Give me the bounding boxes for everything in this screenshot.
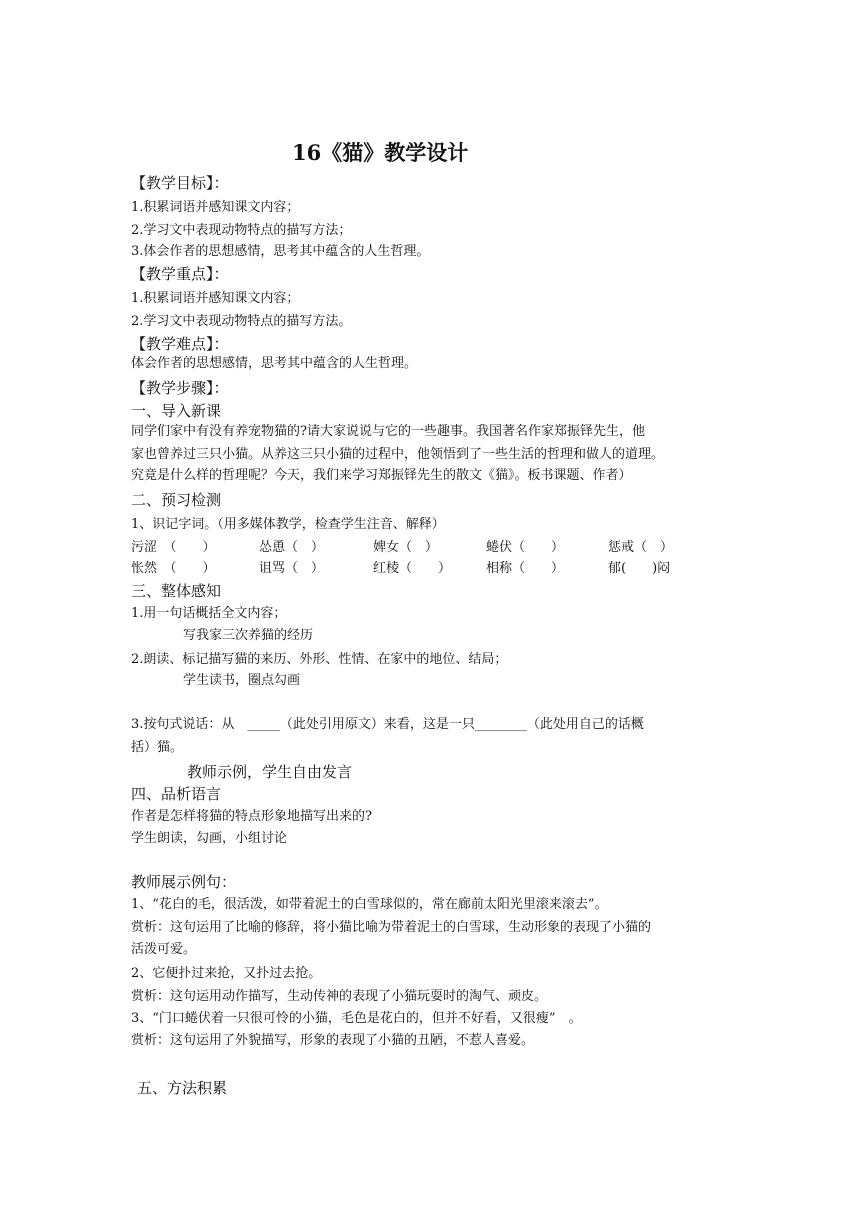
vocab-cell: 怂恿（ ） — [259, 540, 325, 555]
body-line: 1.用一句话概括全文内容； — [131, 606, 287, 621]
document-title: 16《猫》教学设计 — [292, 140, 469, 165]
body-line: 【教学难点】： — [131, 335, 229, 353]
body-line: 【教学目标】： — [131, 174, 229, 192]
body-line: 教师示例，学生自由发言 — [187, 763, 353, 781]
vocab-cell: 相称（ ） — [486, 561, 565, 576]
body-line: 活泼可爱。 — [131, 942, 197, 957]
vocab-cell: 怅然 （ ） — [131, 561, 216, 576]
body-line: 究竟是什么样的哲理呢？今天，我们来学习郑振铎先生的散文《猫》。板书课题、作者） — [131, 468, 632, 483]
body-line: 2.朗读、标记描写猫的来历、外形、性情、在家中的地位、结局； — [131, 652, 508, 667]
body-line: 学生读书，圈点勾画 — [183, 673, 301, 688]
body-line: 同学们家中有没有养宠物猫的?请大家说说与它的一些趣事。我国著名作家郑振铎先生，他 — [131, 424, 645, 439]
body-line: 2.学习文中表现动物特点的描写方法。 — [131, 314, 352, 329]
body-line: 赏析：这句运用动作描写，生动传神的表现了小猫玩耍时的淘气、顽皮。 — [131, 989, 548, 1004]
body-line: 二、预习检测 — [131, 491, 222, 509]
body-line: 2、它便扑过来抢，又扑过去抢。 — [131, 966, 322, 981]
vocab-cell: 诅骂（ ） — [259, 561, 325, 576]
body-line: 五、方法积累 — [137, 1079, 228, 1097]
vocab-cell: 红棱（ ） — [373, 561, 452, 576]
body-line: 3.按句式说话：从 _____（此处引用原文）来看，这是一只________（此处用自己的话概 — [131, 717, 644, 732]
vocab-cell: 婢女（ ） — [373, 540, 439, 555]
body-line: 赏析：这句运用了比喻的修辞，将小猫比喻为带着泥土的白雪球，生动形象的表现了小猫的 — [131, 920, 652, 935]
body-line: 【教学重点】： — [131, 265, 229, 283]
body-line: 1、识记字词。（用多媒体教学，检查学生注音、解释） — [131, 517, 445, 532]
vocab-cell: 污涩 （ ） — [131, 540, 216, 555]
vocab-cell: 郁( )闷 — [608, 561, 671, 576]
body-line: 1.积累词语并感知课文内容； — [131, 200, 300, 215]
body-line: 一、导入新课 — [131, 402, 222, 420]
body-line: 学生朗读，勾画，小组讨论 — [131, 831, 288, 846]
body-line: 三、整体感知 — [131, 582, 222, 600]
body-line: 3.体会作者的思想感情，思考其中蕴含的人生哲理。 — [131, 244, 430, 259]
vocab-cell: 蜷伏（ ） — [486, 540, 565, 555]
vocab-cell: 惩戒（ ） — [608, 540, 674, 555]
body-line: 1.积累词语并感知课文内容； — [131, 291, 300, 306]
body-line: 教师展示例句： — [131, 873, 237, 891]
body-line: 3、“门口蜷伏着一只很可怜的小猫，毛色是花白的，但并不好看，又很瘦” 。 — [131, 1011, 582, 1026]
body-line: 四、品析语言 — [131, 785, 222, 803]
body-line: 家也曾养过三只小猫。从养这三只小猫的过程中，他领悟到了一些生活的哲理和做人的道理。 — [131, 447, 665, 462]
body-line: 【教学步骤】： — [131, 379, 229, 397]
body-line: 写我家三次养猫的经历 — [183, 628, 314, 643]
body-line: 赏析：这句运用了外貌描写，形象的表现了小猫的丑陋，不惹人喜爱。 — [131, 1033, 535, 1048]
body-line: 2.学习文中表现动物特点的描写方法； — [131, 223, 352, 238]
body-line: 作者是怎样将猫的特点形象地描写出来的? — [131, 809, 372, 824]
body-line: 1、“花白的毛，很活泼，如带着泥土的白雪球似的，常在廊前太阳光里滚来滚去”。 — [131, 897, 608, 912]
body-line: 括）猫。 — [131, 740, 184, 755]
body-line: 体会作者的思想感情，思考其中蕴含的人生哲理。 — [131, 356, 418, 371]
